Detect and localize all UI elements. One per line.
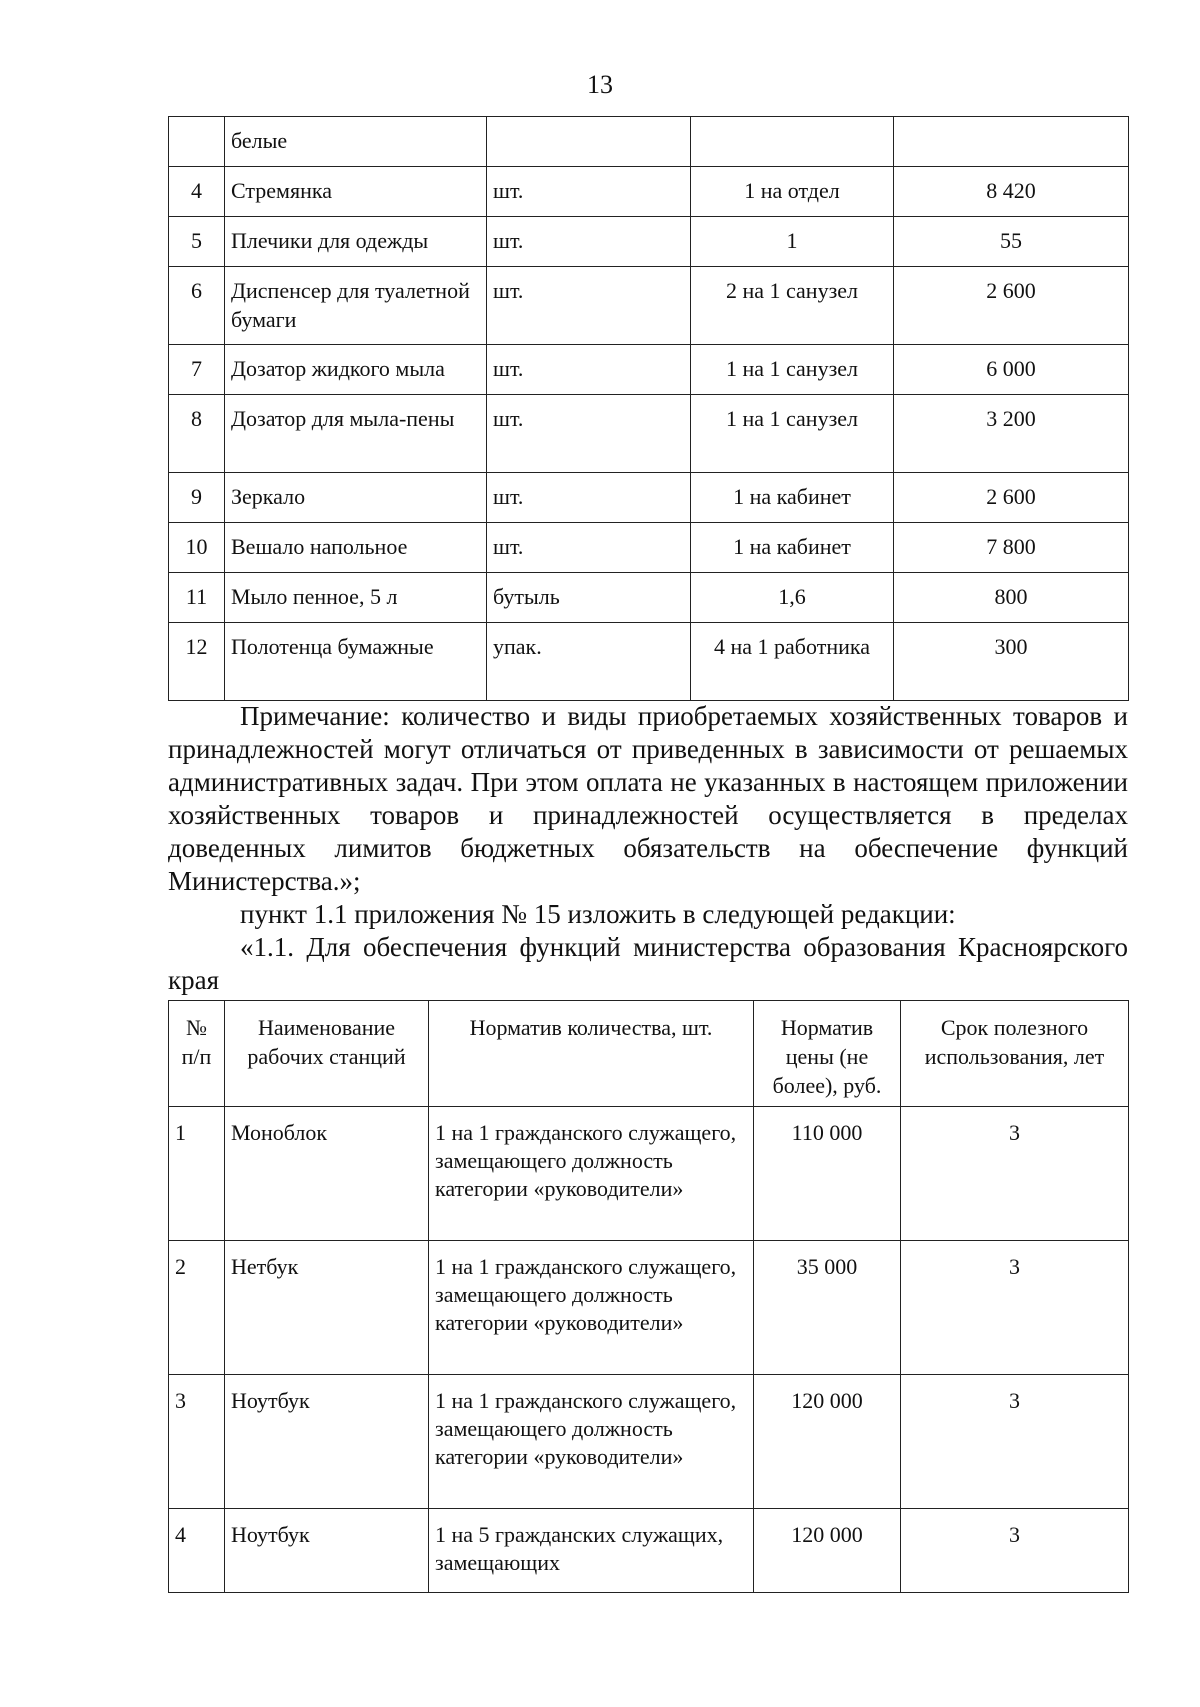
item-name: Зеркало [225, 473, 487, 523]
item-unit: шт. [487, 395, 691, 473]
item-name: белые [225, 117, 487, 167]
header-number: № п/п [169, 1001, 225, 1107]
item-unit: шт. [487, 167, 691, 217]
station-term: 3 [901, 1509, 1129, 1593]
station-price: 35 000 [754, 1241, 901, 1375]
station-name: Ноутбук [225, 1375, 429, 1509]
table-row [169, 267, 1129, 345]
row-number: 4 [169, 1509, 225, 1593]
note-paragraph: Примечание: количество и виды приобретаемых хозяйственных товаров и принадлежностей могут отличаться от приведенных в зависимости от решаемых административных задач. При этом оплата не указанных в настоящем приложении хозяйственных товаров и принадлежностей осуществляется в пределах доведенных лимитов бюджетных обязательств на обеспечение функций Министерства.»; [168, 701, 1128, 896]
row-number: 10 [169, 523, 225, 573]
table-row [169, 1375, 1129, 1509]
item-price: 300 [894, 623, 1129, 701]
station-norm: 1 на 1 гражданского служащего, замещающего должность категории «руководители» [429, 1241, 754, 1375]
item-unit: шт. [487, 345, 691, 395]
item-price: 2 600 [894, 267, 1129, 345]
header-name: Наименование рабочих станций [225, 1001, 429, 1107]
item-name: Стремянка [225, 167, 487, 217]
item-unit: шт. [487, 217, 691, 267]
table-row [169, 345, 1129, 395]
table-row [169, 573, 1129, 623]
item-price: 6 000 [894, 345, 1129, 395]
station-name: Моноблок [225, 1107, 429, 1241]
item-price: 800 [894, 573, 1129, 623]
table-row [169, 167, 1129, 217]
station-price: 120 000 [754, 1375, 901, 1509]
item-norm [691, 117, 894, 167]
row-number: 12 [169, 623, 225, 701]
table-row [169, 217, 1129, 267]
row-number: 11 [169, 573, 225, 623]
item-name: Мыло пенное, 5 л [225, 573, 487, 623]
item-unit: шт. [487, 267, 691, 345]
header-norm: Норматив количества, шт. [429, 1001, 754, 1107]
item-price [894, 117, 1129, 167]
station-name: Ноутбук [225, 1509, 429, 1593]
item-unit: шт. [487, 473, 691, 523]
amendment-paragraph: пункт 1.1 приложения № 15 изложить в следующей редакции: [240, 899, 956, 929]
row-number: 4 [169, 167, 225, 217]
table-header-row [169, 1001, 1129, 1107]
table-row [169, 523, 1129, 573]
row-number: 9 [169, 473, 225, 523]
row-number: 2 [169, 1241, 225, 1375]
item-norm: 1 на кабинет [691, 473, 894, 523]
station-name: Нетбук [225, 1241, 429, 1375]
item-name: Плечики для одежды [225, 217, 487, 267]
row-number: 3 [169, 1375, 225, 1509]
item-norm: 1 на 1 санузел [691, 345, 894, 395]
item-name: Вешало напольное [225, 523, 487, 573]
item-unit: бутыль [487, 573, 691, 623]
station-price: 110 000 [754, 1107, 901, 1241]
item-name: Полотенца бумажные [225, 623, 487, 701]
row-number: 6 [169, 267, 225, 345]
item-price: 3 200 [894, 395, 1129, 473]
station-price: 120 000 [754, 1509, 901, 1593]
station-term: 3 [901, 1375, 1129, 1509]
table-row [169, 623, 1129, 701]
station-norm: 1 на 1 гражданского служащего, замещающего должность категории «руководители» [429, 1107, 754, 1241]
row-number: 7 [169, 345, 225, 395]
item-norm: 2 на 1 санузел [691, 267, 894, 345]
item-name: Дозатор жидкого мыла [225, 345, 487, 395]
table-row [169, 473, 1129, 523]
row-number: 8 [169, 395, 225, 473]
item-price: 2 600 [894, 473, 1129, 523]
item-unit: упак. [487, 623, 691, 701]
header-term: Срок полезного использования, лет [901, 1001, 1129, 1107]
clause-paragraph: «1.1. Для обеспечения функций министерства образования Красноярского края [168, 932, 1128, 995]
item-norm: 1 [691, 217, 894, 267]
item-norm: 1,6 [691, 573, 894, 623]
page-number: 13 [587, 70, 613, 99]
item-norm: 1 на 1 санузел [691, 395, 894, 473]
supplies-table [168, 116, 1129, 701]
station-term: 3 [901, 1241, 1129, 1375]
table-row [169, 1241, 1129, 1375]
station-term: 3 [901, 1107, 1129, 1241]
item-price: 55 [894, 217, 1129, 267]
table-row [169, 117, 1129, 167]
row-number [169, 117, 225, 167]
station-norm: 1 на 5 гражданских служащих, замещающих [429, 1509, 754, 1593]
item-unit: шт. [487, 523, 691, 573]
item-unit [487, 117, 691, 167]
item-name: Диспенсер для туалетной бумаги [225, 267, 487, 345]
workstations-table [168, 1000, 1129, 1593]
header-price: Норматив цены (не более), руб. [754, 1001, 901, 1107]
item-price: 7 800 [894, 523, 1129, 573]
item-norm: 4 на 1 работника [691, 623, 894, 701]
item-price: 8 420 [894, 167, 1129, 217]
table-row [169, 1509, 1129, 1593]
item-norm: 1 на отдел [691, 167, 894, 217]
table-row [169, 1107, 1129, 1241]
item-norm: 1 на кабинет [691, 523, 894, 573]
row-number: 5 [169, 217, 225, 267]
station-norm: 1 на 1 гражданского служащего, замещающего должность категории «руководители» [429, 1375, 754, 1509]
table-row [169, 395, 1129, 473]
row-number: 1 [169, 1107, 225, 1241]
note-text [168, 700, 1128, 997]
item-name: Дозатор для мыла-пены [225, 395, 487, 473]
